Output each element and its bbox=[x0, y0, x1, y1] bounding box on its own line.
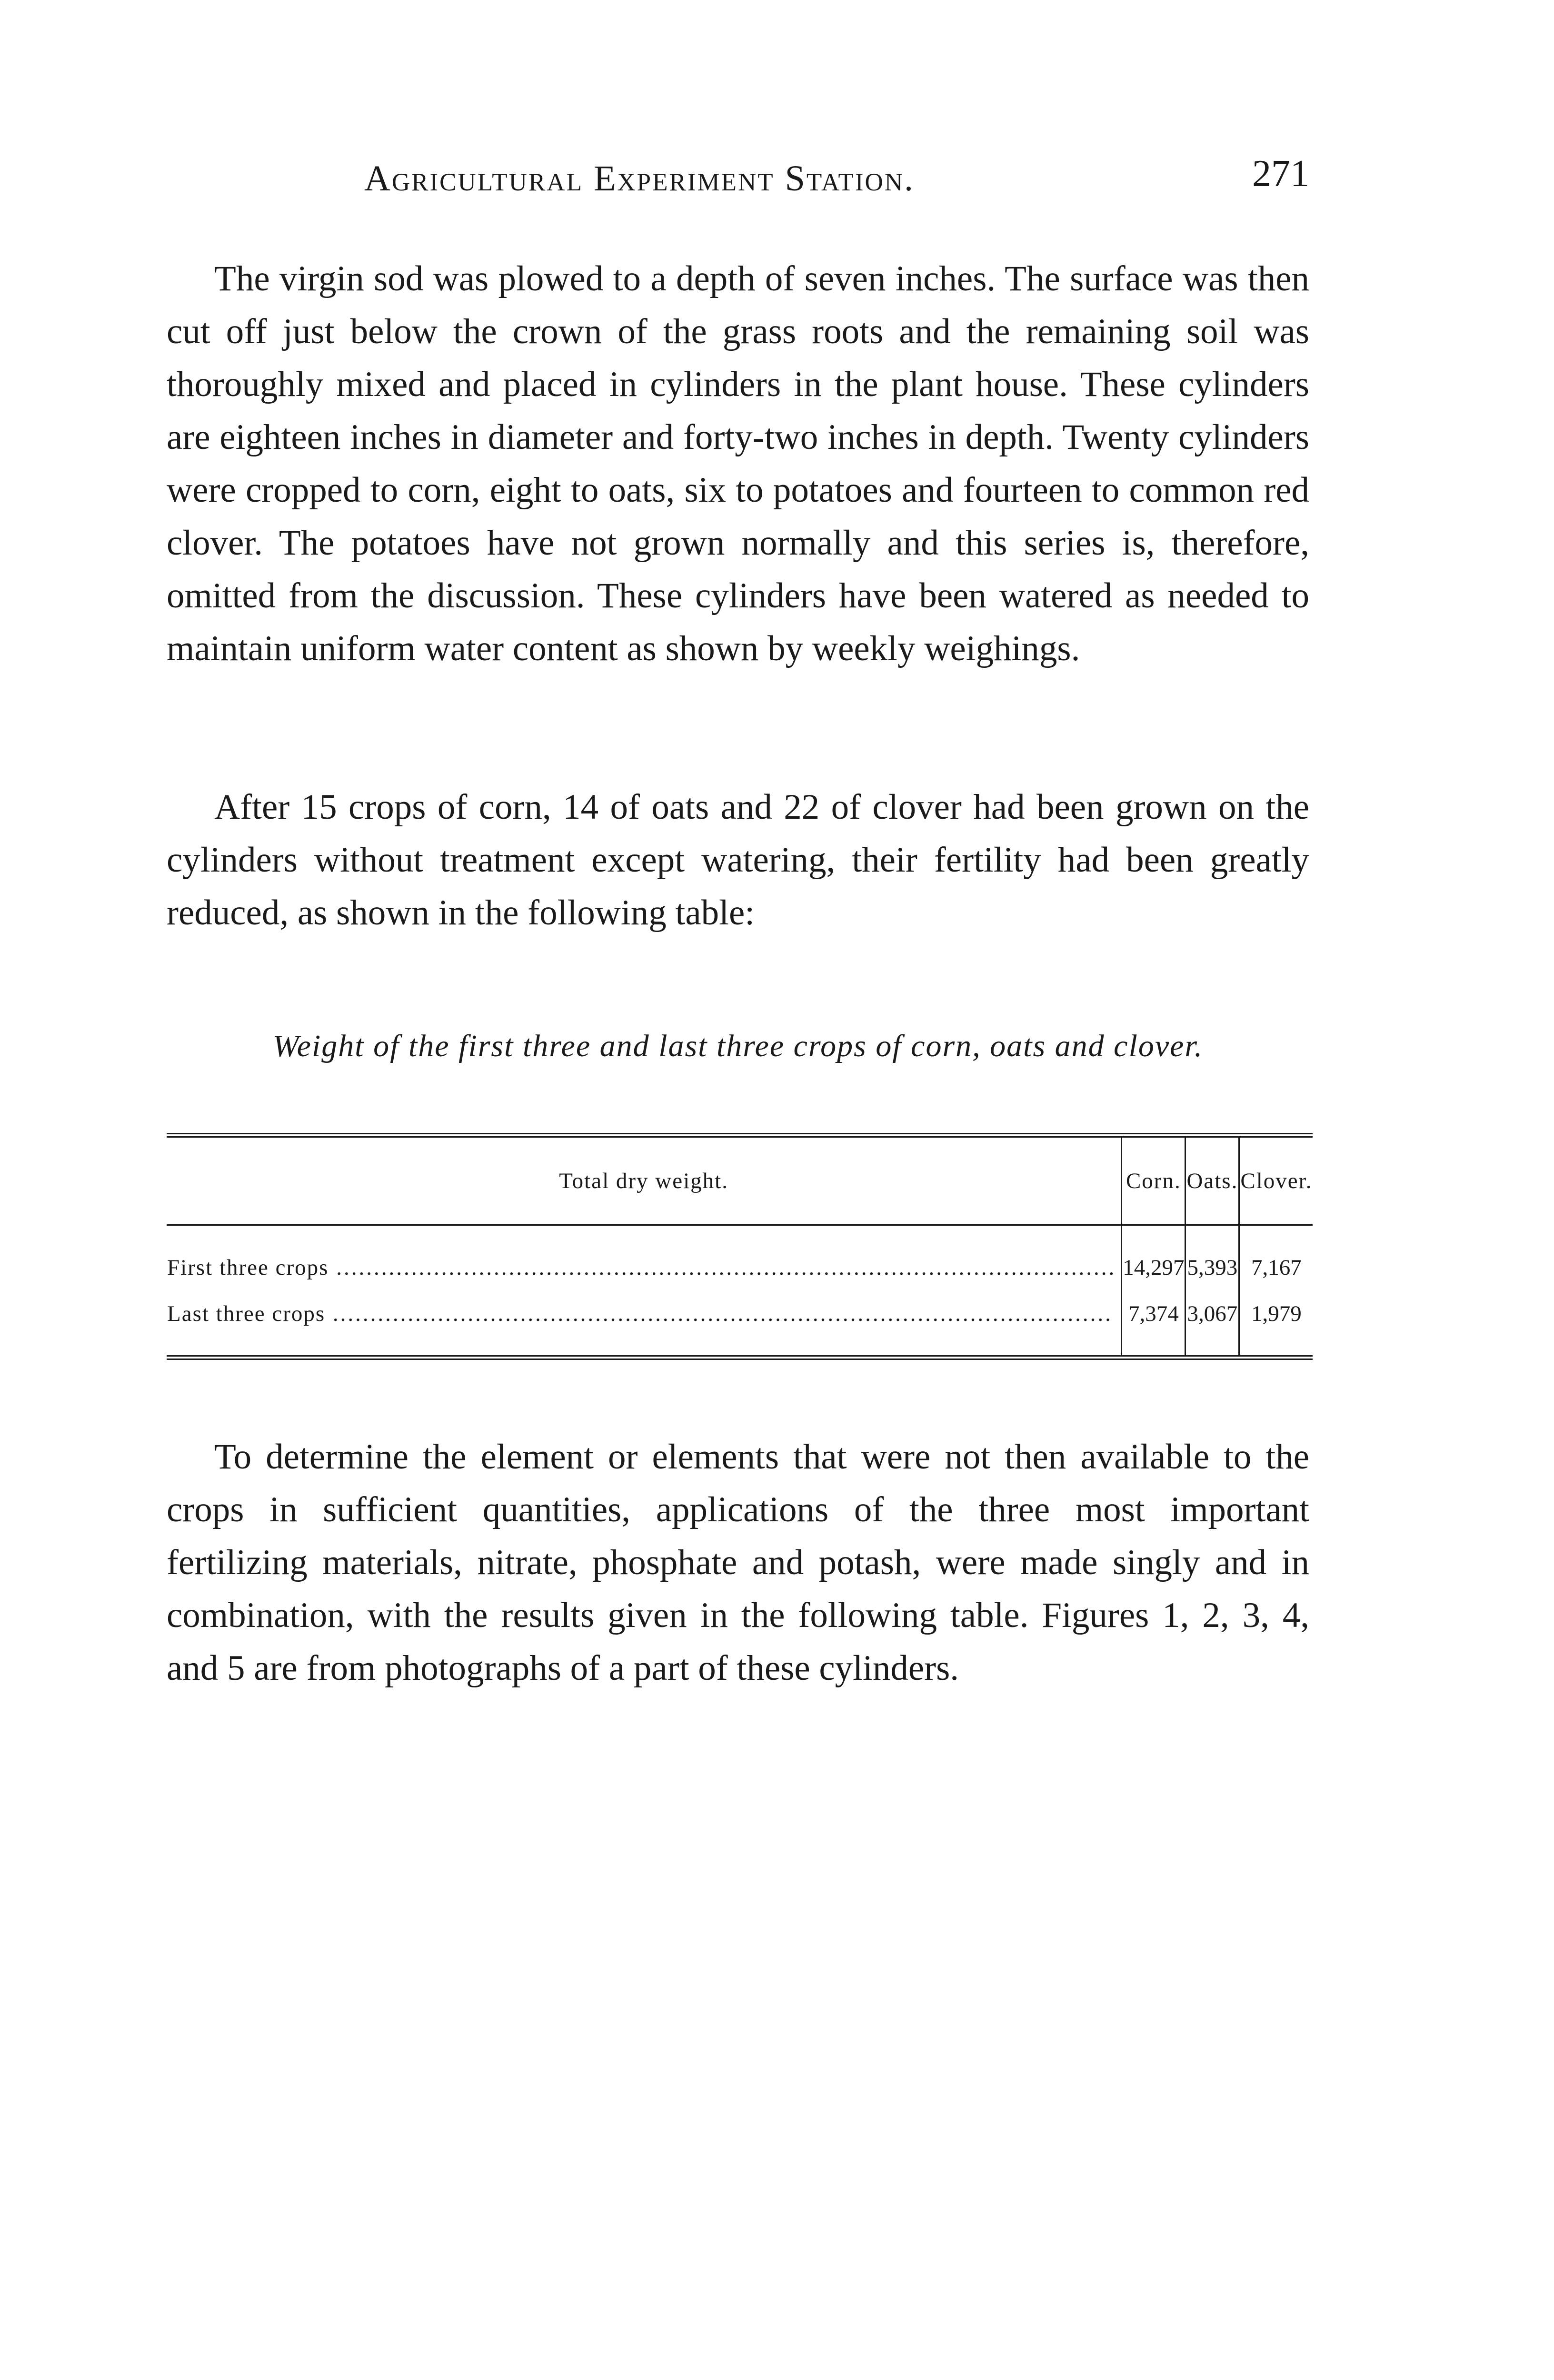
column-header-oats: Oats. bbox=[1185, 1135, 1239, 1225]
paragraph-1: The virgin sod was plowed to a depth of seven inches. The surface was then cut off just below the crown of the grass roots and the remaining soil was thoroughly mixed and placed in cylinders in the plant house. These cylinders are eighteen inches in diameter and forty-two inches in depth. Twenty cylinders were cropped to corn, eight to oats, six to potatoes and fourteen to common red clover. The potatoes have not grown normally and this series is, therefore, omitted from the discussion. These cylinders have been watered as needed to maintain uniform water content as shown by weekly weighings. bbox=[167, 259, 1309, 668]
oats-value: 3,067 bbox=[1185, 1290, 1239, 1358]
table-row bbox=[167, 1225, 1313, 1291]
row-label-cell bbox=[167, 1225, 1122, 1291]
corn-value: 7,374 bbox=[1122, 1290, 1185, 1358]
dot-leader bbox=[325, 1301, 1113, 1326]
clover-value: 7,167 bbox=[1239, 1225, 1313, 1291]
clover-value: 1,979 bbox=[1239, 1290, 1313, 1358]
corn-value: 14,297 bbox=[1122, 1225, 1185, 1291]
row-label-cell bbox=[167, 1290, 1122, 1358]
table-header-row bbox=[167, 1135, 1313, 1225]
page-header bbox=[167, 152, 1309, 209]
table-row bbox=[167, 1290, 1313, 1358]
column-header-clover: Clover. bbox=[1239, 1135, 1313, 1225]
page-number: 271 bbox=[1252, 153, 1309, 195]
dot-leader bbox=[329, 1255, 1116, 1280]
paragraph-2: After 15 crops of corn, 14 of oats and 22 of clover had been grown on the cylinders without treatment except watering, their fertility had been greatly reduced, as shown in the following table: bbox=[167, 787, 1309, 932]
column-header-corn: Corn. bbox=[1122, 1135, 1185, 1225]
table-caption: Weight of the first three and last three crops of corn, oats and clover. bbox=[272, 1029, 1204, 1063]
oats-value: 5,393 bbox=[1185, 1225, 1239, 1291]
running-head: Agricultural Experiment Station. bbox=[364, 159, 915, 198]
row-label: Last three crops bbox=[167, 1301, 326, 1326]
paragraph-3: To determine the element or elements that were not then available to the crops in sufficient quantities, applications of the three most important fertilizing materials, nitrate, phosphate and potash, were made singly and in combination, with the results given in the following table. Figures 1, 2, 3, 4, and 5 are from photographs of a part of these cylinders. bbox=[167, 1437, 1309, 1688]
column-header-total-dry-weight: Total dry weight. bbox=[167, 1135, 1122, 1225]
data-table bbox=[167, 1133, 1313, 1360]
row-label: First three crops bbox=[167, 1255, 329, 1280]
crop-weight-table bbox=[167, 1133, 1313, 1360]
